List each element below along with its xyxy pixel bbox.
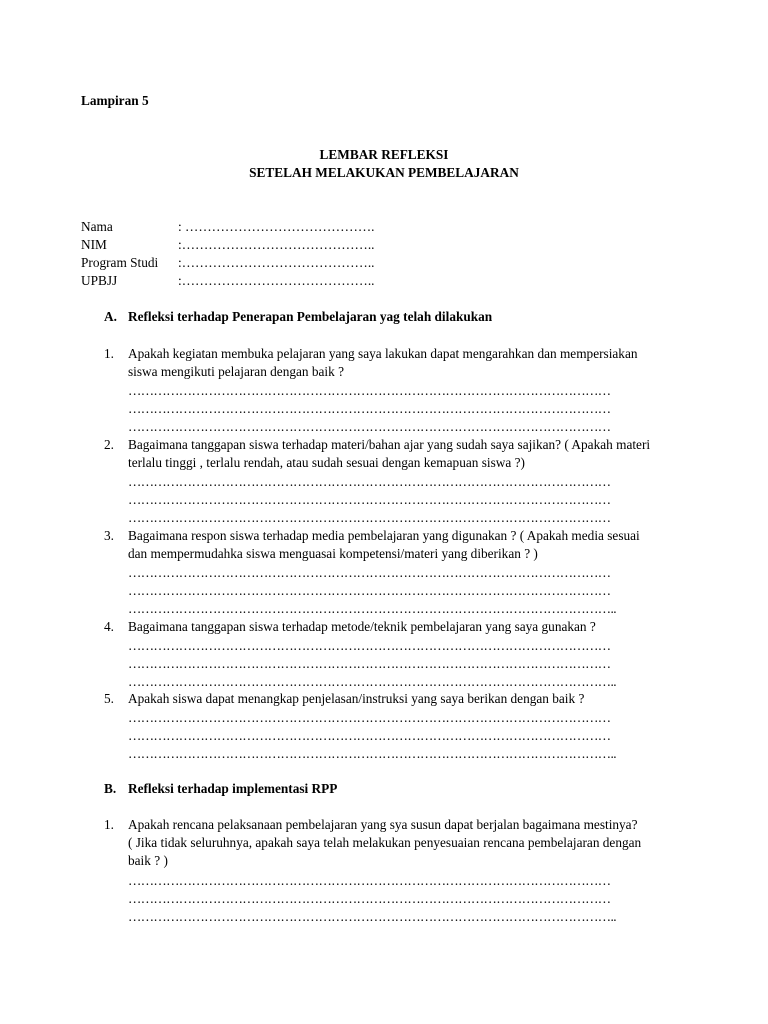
field-value-nama[interactable]: : ……………………………………. — [178, 219, 375, 234]
question-text-line: terlalu tinggi , terlalu rendah, atau sudah sesuai dengan kemapuan siswa ?) — [128, 455, 525, 470]
field-value-program-studi[interactable]: :…………………………………….. — [178, 255, 375, 270]
answer-line[interactable]: …………………………………………………………………………………………………….. — [128, 674, 616, 689]
question-number: 4. — [104, 619, 114, 634]
question-number: 2. — [104, 437, 114, 452]
page-title-line-1: LEMBAR REFLEKSI — [319, 147, 449, 162]
answer-line[interactable]: …………………………………………………………………………………………………… — [128, 474, 611, 489]
question-number: 1. — [104, 817, 114, 832]
question-number: 5. — [104, 691, 114, 706]
field-value-upbjj[interactable]: :…………………………………….. — [178, 273, 375, 288]
answer-line[interactable]: …………………………………………………………………………………………………… — [128, 710, 611, 725]
field-label-program-studi: Program Studi — [81, 255, 159, 270]
answer-line[interactable]: …………………………………………………………………………………………………… — [128, 492, 611, 507]
field-label-upbjj: UPBJJ — [81, 273, 118, 288]
answer-line[interactable]: …………………………………………………………………………………………………… — [128, 656, 611, 671]
answer-line[interactable]: …………………………………………………………………………………………………… — [128, 565, 611, 580]
answer-line[interactable]: …………………………………………………………………………………………………… — [128, 419, 611, 434]
question-number: 3. — [104, 528, 114, 543]
question-text-line: Apakah kegiatan membuka pelajaran yang saya lakukan dapat mengarahkan dan mempersiakan — [128, 346, 638, 361]
question-text-line: siswa mengikuti pelajaran dengan baik ? — [128, 364, 345, 379]
answer-line[interactable]: …………………………………………………………………………………………………… — [128, 401, 611, 416]
answer-line[interactable]: …………………………………………………………………………………………………… — [128, 383, 611, 398]
answer-line[interactable]: …………………………………………………………………………………………………….. — [128, 746, 616, 761]
attachment-label: Lampiran 5 — [81, 93, 149, 108]
answer-line[interactable]: …………………………………………………………………………………………………… — [128, 873, 611, 888]
section-b-letter: B. — [104, 781, 117, 796]
answer-line[interactable]: …………………………………………………………………………………………………… — [128, 638, 611, 653]
section-b-heading: Refleksi terhadap implementasi RPP — [128, 781, 338, 796]
answer-line[interactable]: …………………………………………………………………………………………………….. — [128, 601, 616, 616]
answer-line[interactable]: …………………………………………………………………………………………………… — [128, 583, 611, 598]
page-title-line-2: SETELAH MELAKUKAN PEMBELAJARAN — [249, 165, 519, 180]
question-text-line: Bagaimana respon siswa terhadap media pembelajaran yang digunakan ? ( Apakah media sesuai — [128, 528, 640, 543]
answer-line[interactable]: …………………………………………………………………………………………………… — [128, 891, 611, 906]
question-text-line: Bagaimana tanggapan siswa terhadap metode/teknik pembelajaran yang saya gunakan ? — [128, 619, 596, 634]
field-value-nim[interactable]: :…………………………………….. — [178, 237, 375, 252]
answer-line[interactable]: …………………………………………………………………………………………………… — [128, 728, 611, 743]
answer-line[interactable]: …………………………………………………………………………………………………… — [128, 510, 611, 525]
question-text-line: baik ? ) — [128, 853, 168, 868]
question-text-line: dan mempermudahka siswa menguasai kompetensi/materi yang diberikan ? ) — [128, 546, 538, 561]
section-a-heading: Refleksi terhadap Penerapan Pembelajaran yag telah dilakukan — [128, 309, 493, 324]
question-text-line: Apakah rencana pelaksanaan pembelajaran yang sya susun dapat berjalan bagaimana mestinya? — [128, 817, 638, 832]
question-number: 1. — [104, 346, 114, 361]
field-label-nama: Nama — [81, 219, 113, 234]
section-a-letter: A. — [104, 309, 117, 324]
question-text-line: Apakah siswa dapat menangkap penjelasan/instruksi yang saya berikan dengan baik ? — [128, 691, 585, 706]
question-text-line: Bagaimana tanggapan siswa terhadap materi/bahan ajar yang sudah saya sajikan? ( Apakah materi — [128, 437, 651, 452]
answer-line[interactable]: …………………………………………………………………………………………………….. — [128, 909, 616, 924]
question-text-line: ( Jika tidak seluruhnya, apakah saya telah melakukan penyesuaian rencana pembelajaran dengan — [128, 835, 642, 850]
field-label-nim: NIM — [81, 237, 107, 252]
